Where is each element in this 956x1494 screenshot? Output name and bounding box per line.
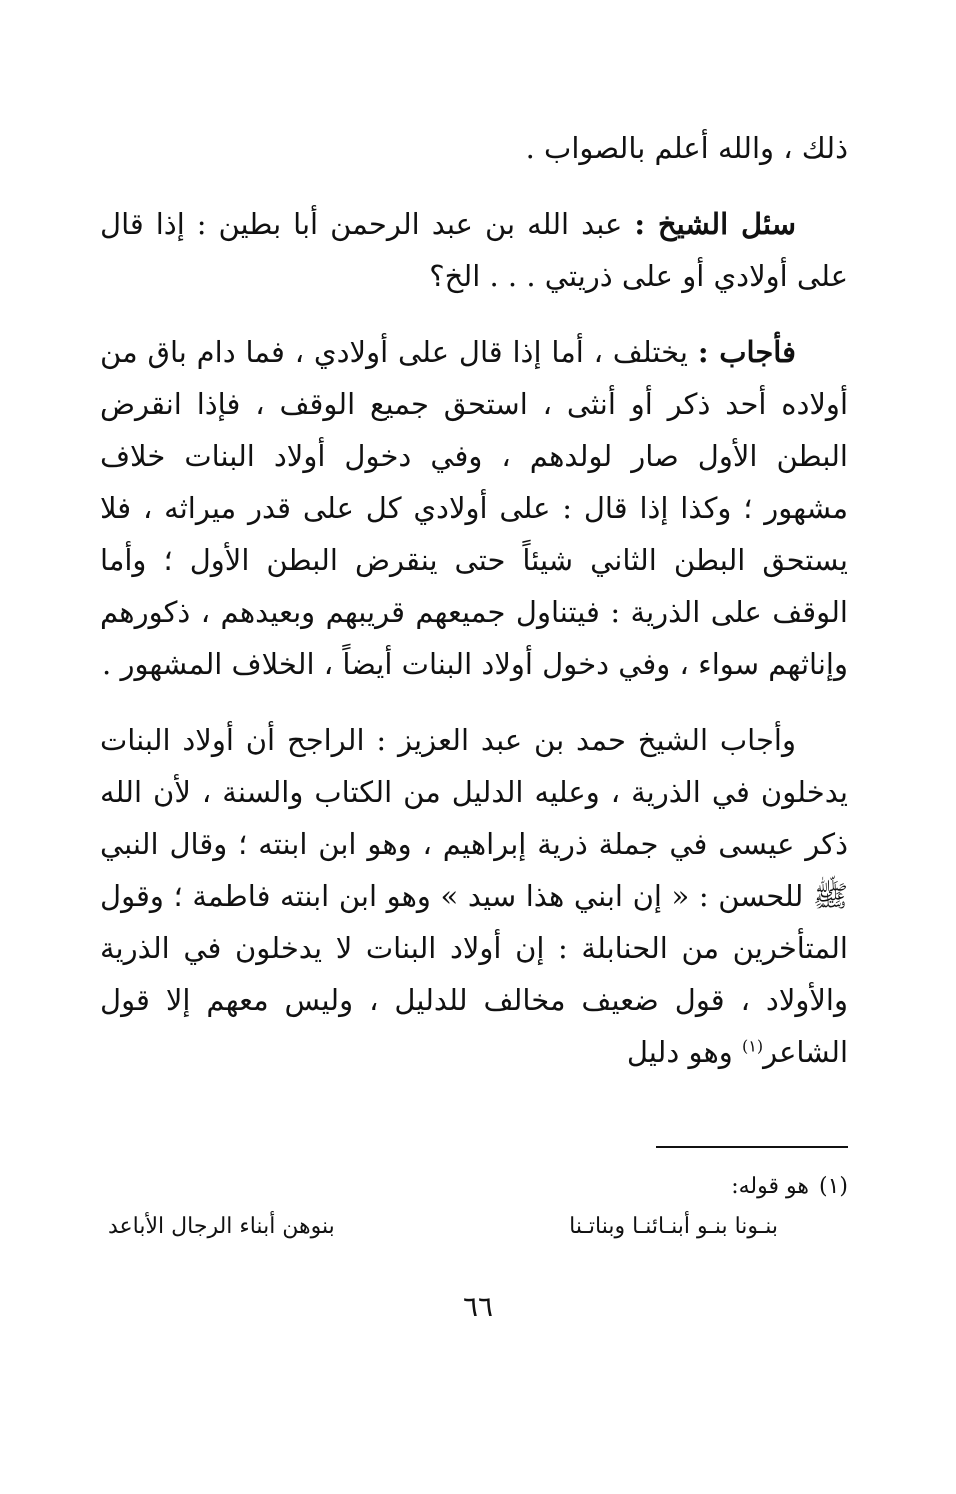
paragraph-text: عبد الله بن عبد الرحمن أبا بطين : إذا قال على أولادي أو على ذريتي . . . الخ؟ xyxy=(100,207,848,293)
verse-second-half: بنوهن أبناء الرجال الأباعد xyxy=(108,1214,335,1239)
page-body xyxy=(100,122,848,1102)
paragraph-text: يختلف ، أما إذا قال على أولادي ، فما دام باق من أولاده أحد ذكر أو أنثى ، استحق جميع الوقف ، فإذا انقرض البطن الأول صار لولدهم ، وفي دخول أولاد البنات خلاف مشهور ؛ وكذا إذا قال : على أولادي كل على قدر ميراثه ، فلا يستحق البطن الثاني شيئاً حتى ينقرض البطن الأول ؛ وأما الوقف على الذرية : فيتناول جميعهم قريبهم وبعيدهم ، ذكورهم وإناثهم سواء ، وفي دخول أولاد البنات أيضاً ، الخلاف المشهور . xyxy=(100,335,848,681)
paragraph-second-answer xyxy=(100,714,848,1078)
footnote-marker: (١) xyxy=(818,1174,848,1199)
paragraph-text: ذلك ، والله أعلم بالصواب . xyxy=(525,131,848,165)
paragraph-question xyxy=(100,198,848,302)
footnote-verse xyxy=(108,1210,848,1244)
footnote xyxy=(108,1170,848,1244)
paragraph-lead: سئل الشيخ : xyxy=(634,207,796,241)
paragraph-text: وأجاب الشيخ حمد بن عبد العزيز : الراجح أن أولاد البنات يدخلون في الذرية ، وعليه الدليل من الكتاب والسنة ، لأن الله ذكر عيسى في جملة ذرية إبراهيم ، وهو ابن ابنته ؛ وقال النبي ﷺ للحسن : « إن ابني هذا سيد » وهو ابن ابنته فاطمة ؛ وقول المتأخرين من الحنابلة : إن أولاد البنات لا يدخلون في الذرية والأولاد ، قول ضعيف مخالف للدليل ، وليس معهم إلا قول الشاعر xyxy=(100,723,848,1069)
page-number: ٦٦ xyxy=(462,1290,494,1323)
verse-first-half: بنـونا بنـو أبنـائنـا وبناتـنا xyxy=(569,1214,778,1239)
footnote-divider xyxy=(656,1146,848,1148)
footnote-intro: هو قوله: xyxy=(731,1174,809,1199)
paragraph-tail: وهو دليل xyxy=(626,1035,742,1069)
footnote-reference[interactable]: (١) xyxy=(742,1036,764,1056)
paragraph-lead: فأجاب : xyxy=(697,335,796,369)
footnote-intro-line xyxy=(108,1170,848,1204)
paragraph-answer xyxy=(100,326,848,690)
paragraph-closing xyxy=(100,122,848,174)
